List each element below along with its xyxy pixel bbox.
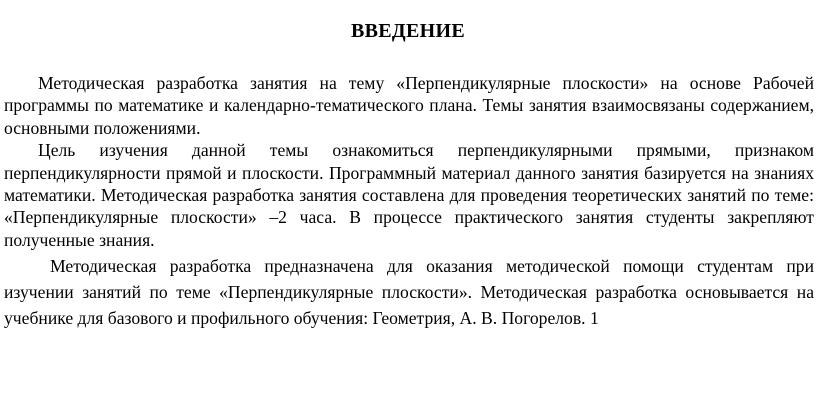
- paragraph-purpose: Методическая разработка предназначена для оказания методической помощи студентам при изучении занятий по теме «Перпендикулярные плоскости». Методическая разработка основывается на учебнике для базового и профильного обучения: Геометрия, А. В. Погорелов. 1: [4, 256, 814, 329]
- document-body: [4, 72, 814, 331]
- document-title: ВВЕДЕНИЕ: [351, 20, 465, 42]
- paragraph-introduction: Методическая разработка занятия на тему «Перпендикулярные плоскости» на основе Рабочей программы по математике и календарно-тематического плана. Темы занятия взаимосвязаны содержанием, основными положениями.: [4, 73, 814, 138]
- paragraph-goal: Цель изучения данной темы ознакомиться перпендикулярными прямыми, признаком перпендикулярности прямой и плоскости. Программный материал данного занятия базируется на знаниях математики. Методическая разработка занятия составлена для проведения теоретических занятий по теме: «Перпендикулярные плоскости» –2 часа. В процессе практического занятия студенты закрепляют полученные знания.: [4, 140, 814, 250]
